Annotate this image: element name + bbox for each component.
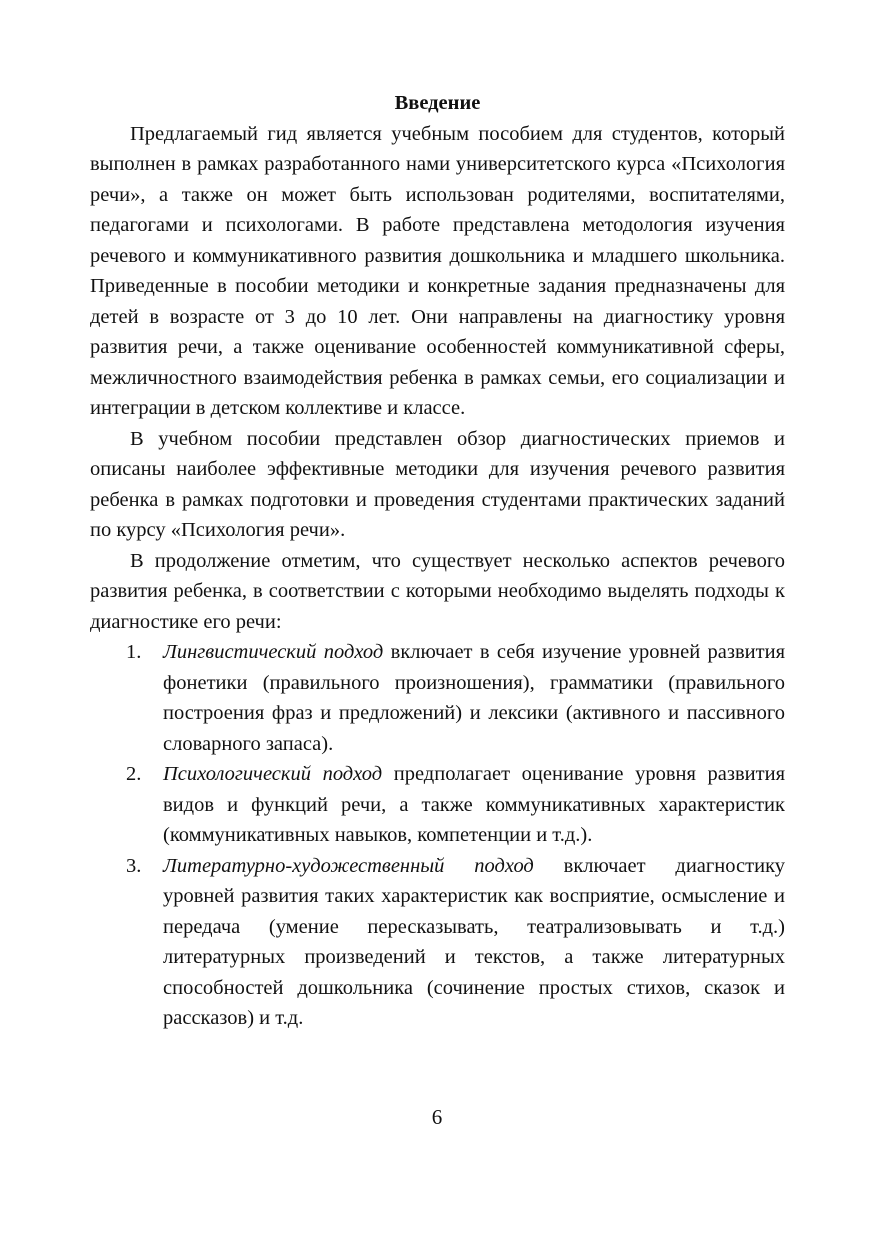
list-item-term: Психологический подход	[163, 763, 383, 785]
list-item-number: 3.	[126, 854, 142, 877]
section-title: Введение	[394, 92, 481, 114]
list-item-term: Литературно-художественный подход	[163, 854, 534, 877]
list-item	[90, 759, 785, 851]
paragraph: В учебном пособии представлен обзор диагностических приемов и описаны наиболее эффективные методики для изучения речевого развития ребенка в рамках подготовки и проведения студентами практических заданий по курсу «Психология речи».	[90, 427, 785, 541]
list-item-text: предполагает оценивание уровня развития видов и функций речи, а также коммуникативных характеристик (коммуникативных навыков, компетенции и т.д.).	[163, 763, 785, 846]
page-number: 6	[431, 1105, 443, 1129]
list-item-term: Лингвистический подход	[163, 641, 384, 663]
list-item	[90, 851, 785, 1034]
list-item	[90, 637, 785, 759]
list-item-number: 1.	[126, 641, 142, 663]
document-body	[90, 88, 785, 1034]
list-item-text: включает диагностику уровней развития таких характеристик как восприятие, осмысление и передача (умение пересказывать, театрализовывать и т.д.) литературных произведений и текстов, а также литературных способностей дошкольника (сочинение простых стихов, сказок и рассказов) и т.д.	[163, 854, 785, 1029]
list-item-number: 2.	[126, 763, 142, 785]
paragraph: В продолжение отметим, что существует несколько аспектов речевого развития ребенка, в соответствии с которыми необходимо выделять подходы к диагностике его речи:	[90, 549, 785, 633]
paragraph: Предлагаемый гид является учебным пособием для студентов, который выполнен в рамках разработанного нами университетского курса «Психология речи», а также он может быть использован родителями, воспитателями, педагогами и психологами. В работе представлена методология изучения речевого и коммуникативного развития дошкольника и младшего школьника. Приведенные в пособии методики и конкретные задания предназначены для детей в возрасте от 3 до 10 лет. Они направлены на диагностику уровня развития речи, а также оценивание особенностей коммуникативной сферы, межличностного взаимодействия ребенка в рамках семьи, его социализации и интеграции в детском коллективе и классе.	[90, 122, 785, 419]
approaches-list	[90, 637, 785, 1034]
list-item-text: включает в себя изучение уровней развития фонетики (правильного произношения), грамматики (правильного построения фраз и предложений) и лексики (активного и пассивного словарного запаса).	[163, 641, 785, 755]
